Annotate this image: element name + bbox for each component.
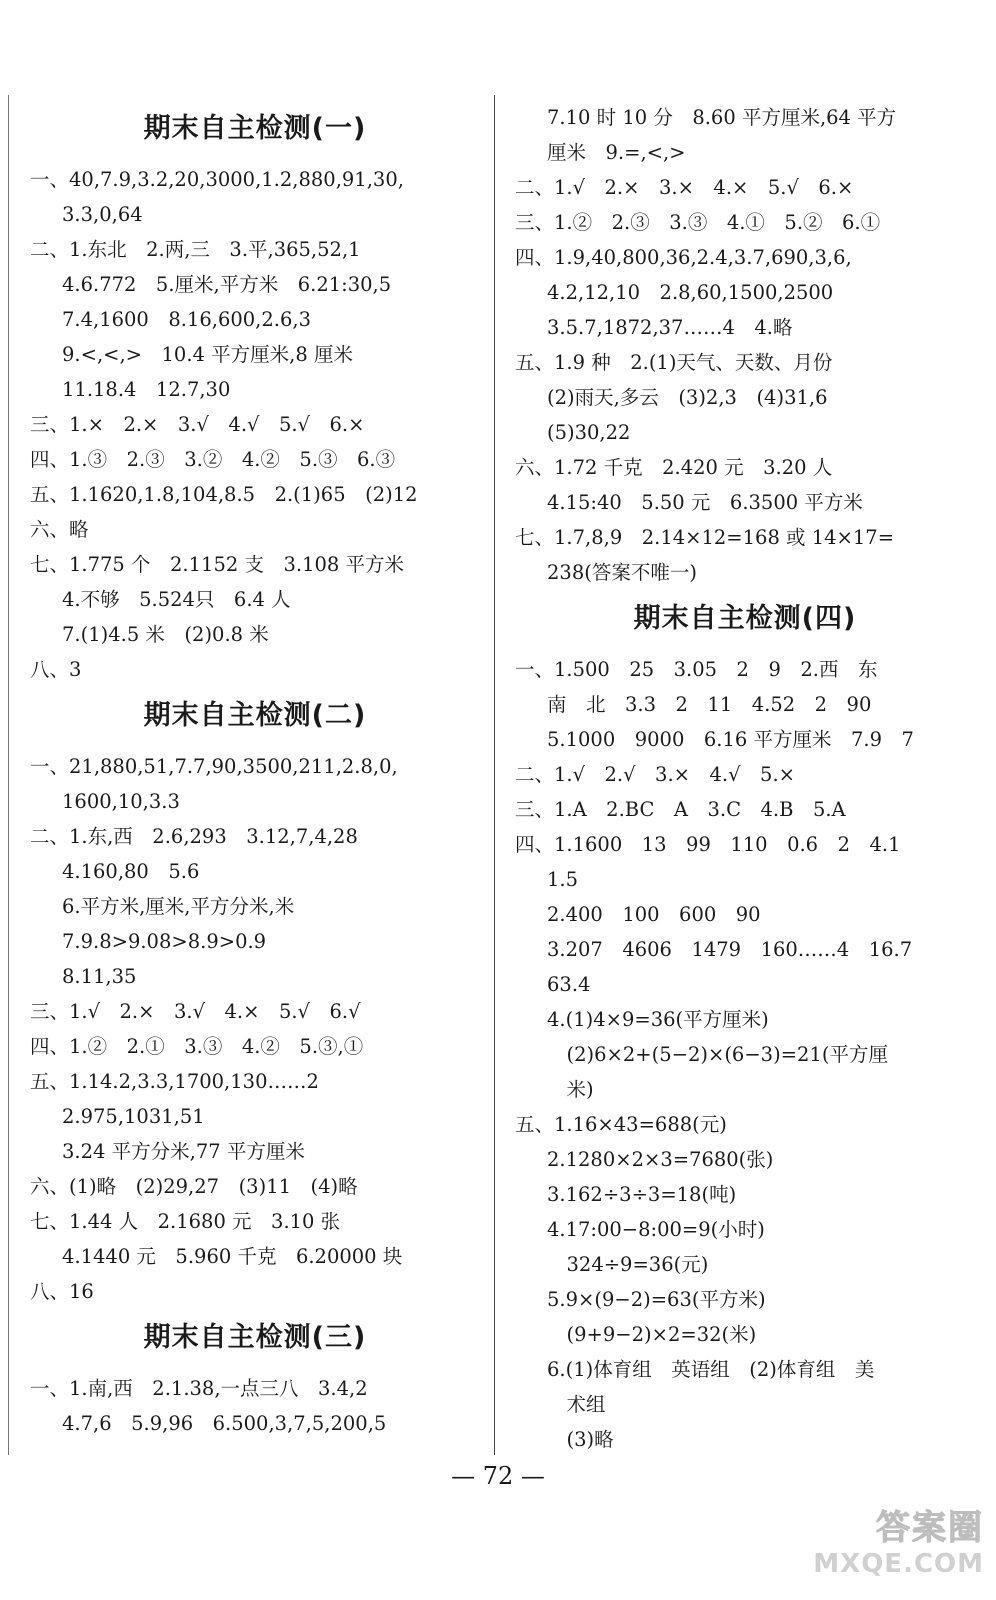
answer-line: 4.2,12,10 2.8,60,1500,2500 xyxy=(547,281,834,304)
answer-line: (3)略 xyxy=(547,1428,614,1451)
answer-line: 6.平方米,厘米,平方分米,米 xyxy=(62,895,295,918)
answer-line: 4.160,80 5.6 xyxy=(62,860,200,883)
answer-line: 二、1.东北 2.两,三 3.平,365,52,1 xyxy=(30,238,361,261)
answer-line: 9.<,<,> 10.4 平方厘米,8 厘米 xyxy=(62,343,353,366)
answer-line: 4.不够 5.524只 6.4 人 xyxy=(62,588,291,611)
answer-line: 3.24 平方分米,77 平方厘米 xyxy=(62,1140,305,1163)
section-heading: 期末自主检测(二) xyxy=(143,700,367,731)
answer-line: 7.4,1600 8.16,600,2.6,3 xyxy=(62,308,311,331)
answer-line: 4.1440 元 5.960 千克 6.20000 块 xyxy=(62,1245,403,1268)
answer-line: 五、1.9 种 2.(1)天气、天数、月份 xyxy=(515,351,833,374)
answer-line: 7.(1)4.5 米 (2)0.8 米 xyxy=(62,623,269,646)
answer-line: 7.10 时 10 分 8.60 平方厘米,64 平方 xyxy=(547,106,897,129)
left-column xyxy=(30,100,480,1441)
answer-line: 5.1000 9000 6.16 平方厘米 7.9 7 xyxy=(547,728,914,751)
column-divider xyxy=(494,95,495,1455)
answer-line: 五、1.1620,1.8,104,8.5 2.(1)65 (2)12 xyxy=(30,483,418,506)
answer-line: 3.207 4606 1479 160……4 16.7 xyxy=(547,938,913,961)
answer-line: 4.6.772 5.厘米,平方米 6.21:30,5 xyxy=(62,273,392,296)
answer-line: 4.(1)4×9=36(平方厘米) xyxy=(547,1008,769,1031)
section-heading: 期末自主检测(四) xyxy=(633,603,857,634)
answer-line: 四、1.② 2.① 3.③ 4.② 5.③,① xyxy=(30,1035,364,1058)
answer-line: 米) xyxy=(547,1078,594,1101)
answer-line: 四、1.9,40,800,36,2.4,3.7,690,3,6, xyxy=(515,246,852,269)
answer-line: (2)6×2+(5−2)×(6−3)=21(平方厘 xyxy=(547,1043,888,1066)
answer-line: 八、3 xyxy=(30,658,82,681)
section-heading: 期末自主检测(三) xyxy=(143,1322,367,1353)
answer-line: 8.11,35 xyxy=(62,965,137,988)
answer-line: 七、1.7,8,9 2.14×12=168 或 14×17= xyxy=(515,526,895,549)
answer-line: 7.9.8>9.08>8.9>0.9 xyxy=(62,930,267,953)
answer-line: 4.17:00−8:00=9(小时) xyxy=(547,1218,765,1241)
answer-line: 一、40,7.9,3.2,20,3000,1.2,880,91,30, xyxy=(30,168,404,191)
answer-line: 厘米 9.=,<,> xyxy=(547,141,686,164)
answer-line: 四、1.③ 2.③ 3.② 4.② 5.③ 6.③ xyxy=(30,448,396,471)
answer-line: 南 北 3.3 2 11 4.52 2 90 xyxy=(547,693,872,716)
answer-line: 六、(1)略 (2)29,27 (3)11 (4)略 xyxy=(30,1175,358,1198)
watermark-logo xyxy=(804,1500,984,1590)
section-heading: 期末自主检测(一) xyxy=(143,113,367,144)
answer-line: 四、1.1600 13 99 110 0.6 2 4.1 xyxy=(515,833,901,856)
watermark-title: 答案圈 xyxy=(876,1508,984,1548)
answer-line: 八、16 xyxy=(30,1280,94,1303)
answer-line: 324÷9=36(元) xyxy=(547,1253,709,1276)
answer-line: 六、略 xyxy=(30,518,89,541)
answer-line: 七、1.44 人 2.1680 元 3.10 张 xyxy=(30,1210,341,1233)
answer-line: 2.400 100 600 90 xyxy=(547,903,761,926)
answer-line: 一、1.南,西 2.1.38,一点三八 3.4,2 xyxy=(30,1377,368,1400)
answer-line: 1.5 xyxy=(547,868,579,891)
page-number: — 72 — xyxy=(451,1462,545,1490)
answer-line: 2.1280×2×3=7680(张) xyxy=(547,1148,774,1171)
answer-line: 三、1.A 2.BC A 3.C 4.B 5.A xyxy=(515,798,846,821)
answer-line: 六、1.72 千克 2.420 元 3.20 人 xyxy=(515,456,833,479)
answer-line: 一、21,880,51,7.7,90,3500,211,2.8,0, xyxy=(30,755,398,778)
answer-line: 五、1.16×43=688(元) xyxy=(515,1113,727,1136)
answer-line: 4.15:40 5.50 元 6.3500 平方米 xyxy=(547,491,863,514)
answer-line: 三、1.② 2.③ 3.③ 4.① 5.② 6.① xyxy=(515,211,881,234)
answer-line: 三、1.√ 2.× 3.√ 4.× 5.√ 6.√ xyxy=(30,1000,361,1023)
answer-line: (5)30,22 xyxy=(547,421,631,444)
answer-line: 4.7,6 5.9,96 6.500,3,7,5,200,5 xyxy=(62,1412,387,1435)
answer-line: 1600,10,3.3 xyxy=(62,790,180,813)
left-edge-rule xyxy=(8,95,9,1455)
answer-line: 2.975,1031,51 xyxy=(62,1105,205,1128)
answer-line: 238(答案不唯一) xyxy=(547,561,697,584)
answer-line: 三、1.× 2.× 3.√ 4.√ 5.√ 6.× xyxy=(30,413,365,436)
answer-line: 63.4 xyxy=(547,973,591,996)
answer-line: 3.5.7,1872,37……4 4.略 xyxy=(547,316,793,339)
answer-line: (2)雨天,多云 (3)2,3 (4)31,6 xyxy=(547,386,828,409)
answer-line: 术组 xyxy=(547,1393,606,1416)
answer-line: 二、1.√ 2.× 3.× 4.× 5.√ 6.× xyxy=(515,176,854,199)
answer-line: 五、1.14.2,3.3,1700,130……2 xyxy=(30,1070,319,1093)
answer-line: 七、1.775 个 2.1152 支 3.108 平方米 xyxy=(30,553,404,576)
answer-line: 二、1.东,西 2.6,293 3.12,7,4,28 xyxy=(30,825,358,848)
watermark-url: MXQE.COM xyxy=(813,1549,984,1579)
answer-line: 6.(1)体育组 英语组 (2)体育组 美 xyxy=(547,1358,875,1381)
answer-line: (9+9−2)×2=32(米) xyxy=(547,1323,757,1346)
answer-line: 5.9×(9−2)=63(平方米) xyxy=(547,1288,766,1311)
answer-line: 3.162÷3÷3=18(吨) xyxy=(547,1183,737,1206)
answer-line: 11.18.4 12.7,30 xyxy=(62,378,231,401)
answer-line: 二、1.√ 2.√ 3.× 4.√ 5.× xyxy=(515,763,795,786)
answer-line: 3.3,0,64 xyxy=(62,203,143,226)
answer-line: 一、1.500 25 3.05 2 9 2.西 东 xyxy=(515,658,878,681)
right-column xyxy=(515,100,975,1457)
